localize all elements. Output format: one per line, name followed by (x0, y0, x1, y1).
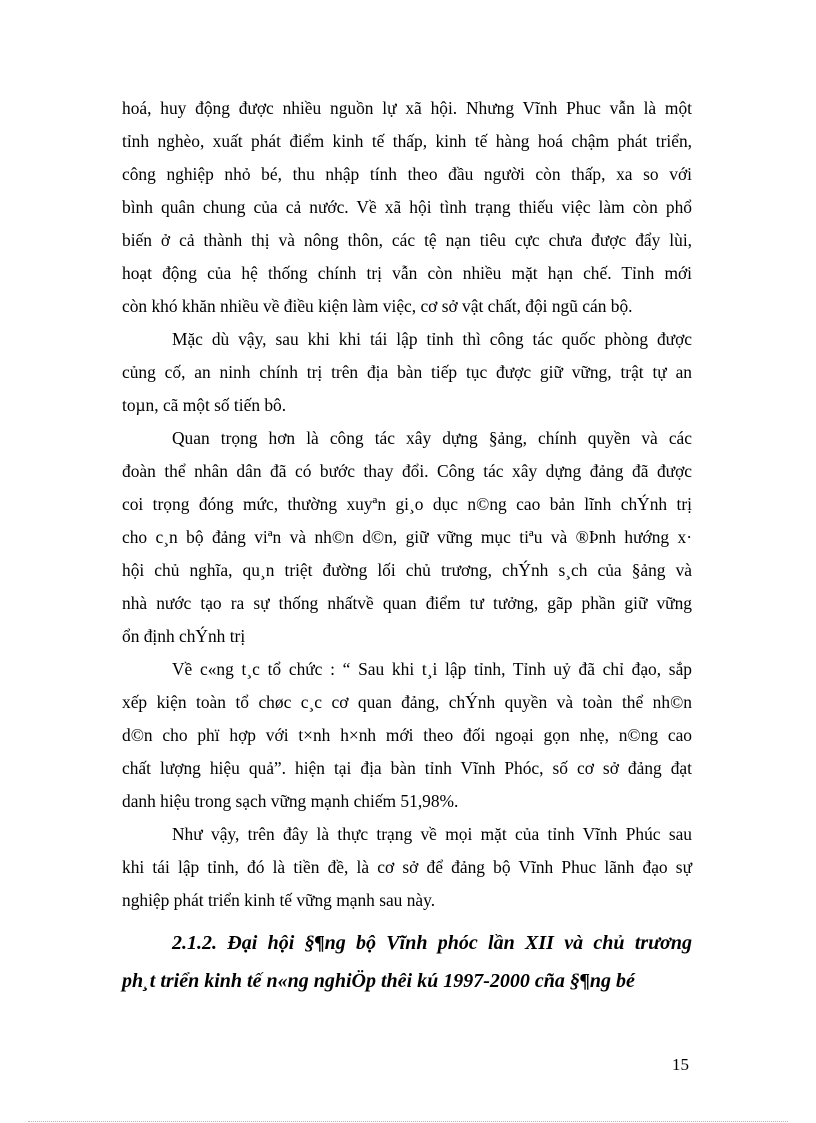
heading-line-1: 2.1.2. Đại hội §¶ng bộ Vĩnh phóc lần XII và chủ trương (172, 932, 692, 954)
text-line: nghiệp phát triển kinh tế vững mạnh sau này. (122, 890, 436, 910)
text-line: hội chủ nghĩa, qu¸n triệt đường lối chủ trương, chÝnh s¸ch của §ảng và (122, 560, 692, 580)
text-line: chất lượng hiệu quả”. hiện tại địa bàn tỉnh Vĩnh Phóc, số cơ sở đảng đạt (122, 758, 692, 778)
body-text (122, 92, 692, 917)
text-line: cho c¸n bộ đảng viªn và nh©n d©n, giữ vững mục tiªu và ®Þnh hướng x· (122, 527, 692, 547)
text-line: danh hiệu trong sạch vững mạnh chiếm 51,98%. (122, 791, 459, 811)
text-line: Quan trọng hơn là công tác xây dựng §ảng, chính quyền và các (172, 428, 692, 448)
text-line: Mặc dù vậy, sau khi khi tái lập tỉnh thì công tác quốc phòng được (172, 329, 692, 349)
text-line: Như vậy, trên đây là thực trạng về mọi mặt của tỉnh Vĩnh Phúc sau (172, 824, 692, 844)
text-line: hoá, huy động được nhiều nguồn lự xã hội. Nhưng Vĩnh Phuc vẫn là một (122, 98, 692, 118)
text-line: bình quân chung của cả nước. Về xã hội tình trạng thiếu việc làm còn phổ (122, 197, 692, 217)
paragraph-1 (122, 92, 692, 323)
heading-line-2: ph¸t triển kinh tế n«ng nghiÖp thêi kú 1997-2000 cña §¶ng bé (122, 970, 635, 992)
text-line: coi trọng đóng mức, thường xuyªn gi¸o dục n©ng cao bản lĩnh chÝnh trị (122, 494, 692, 514)
text-line: khi tái lập tỉnh, đó là tiền đề, là cơ sở để đảng bộ Vĩnh Phuc lãnh đạo sự (122, 857, 692, 877)
text-line: nhà nước tạo ra sự thống nhấtvề quan điểm tư tưởng, gãp phần giữ vững (122, 593, 692, 613)
text-line: củng cố, an ninh chính trị trên địa bàn tiếp tục được giữ vững, trật tự an (122, 362, 692, 382)
text-line: còn khó khăn nhiều về điều kiện làm việc, cơ sở vật chất, đội ngũ cán bộ. (122, 296, 633, 316)
text-line: d©n cho phï hợp với t×nh h×nh mới theo đối ngoại gọn nhẹ, n©ng cao (122, 725, 692, 745)
paragraph-4 (122, 653, 692, 818)
paragraph-5 (122, 818, 692, 917)
text-line: đoàn thể nhân dân đã có bước thay đổi. Công tác xây dựng đảng đã được (122, 461, 692, 481)
page-number: 15 (672, 1055, 689, 1074)
paragraph-2 (122, 323, 692, 422)
page-bottom-border (28, 1121, 788, 1122)
section-heading (122, 924, 692, 1000)
text-line: hoạt động của hệ thống chính trị vẫn còn nhiều mặt hạn chế. Tỉnh mới (122, 263, 692, 283)
text-line: toµn, cã một số tiến bô. (122, 395, 287, 415)
text-line: Về c«ng t¸c tổ chức : “ Sau khi t¸i lập tỉnh, Tỉnh uỷ đã chỉ đạo, sắp (172, 659, 692, 679)
text-line: ổn định chÝnh trị (122, 626, 246, 646)
text-line: tỉnh nghèo, xuất phát điểm kinh tế thấp, kinh tế hàng hoá chậm phát triển, (122, 131, 692, 151)
text-line: biến ở cả thành thị và nông thôn, các tệ nạn tiêu cực chưa được đẩy lùi, (122, 230, 692, 250)
paragraph-3 (122, 422, 692, 653)
text-line: xếp kiện toàn tổ chøc c¸c cơ quan đảng, chÝnh quyền và toàn thể nh©n (122, 692, 692, 712)
text-line: công nghiệp nhỏ bé, thu nhập tính theo đầu người còn thấp, xa so với (122, 164, 692, 184)
